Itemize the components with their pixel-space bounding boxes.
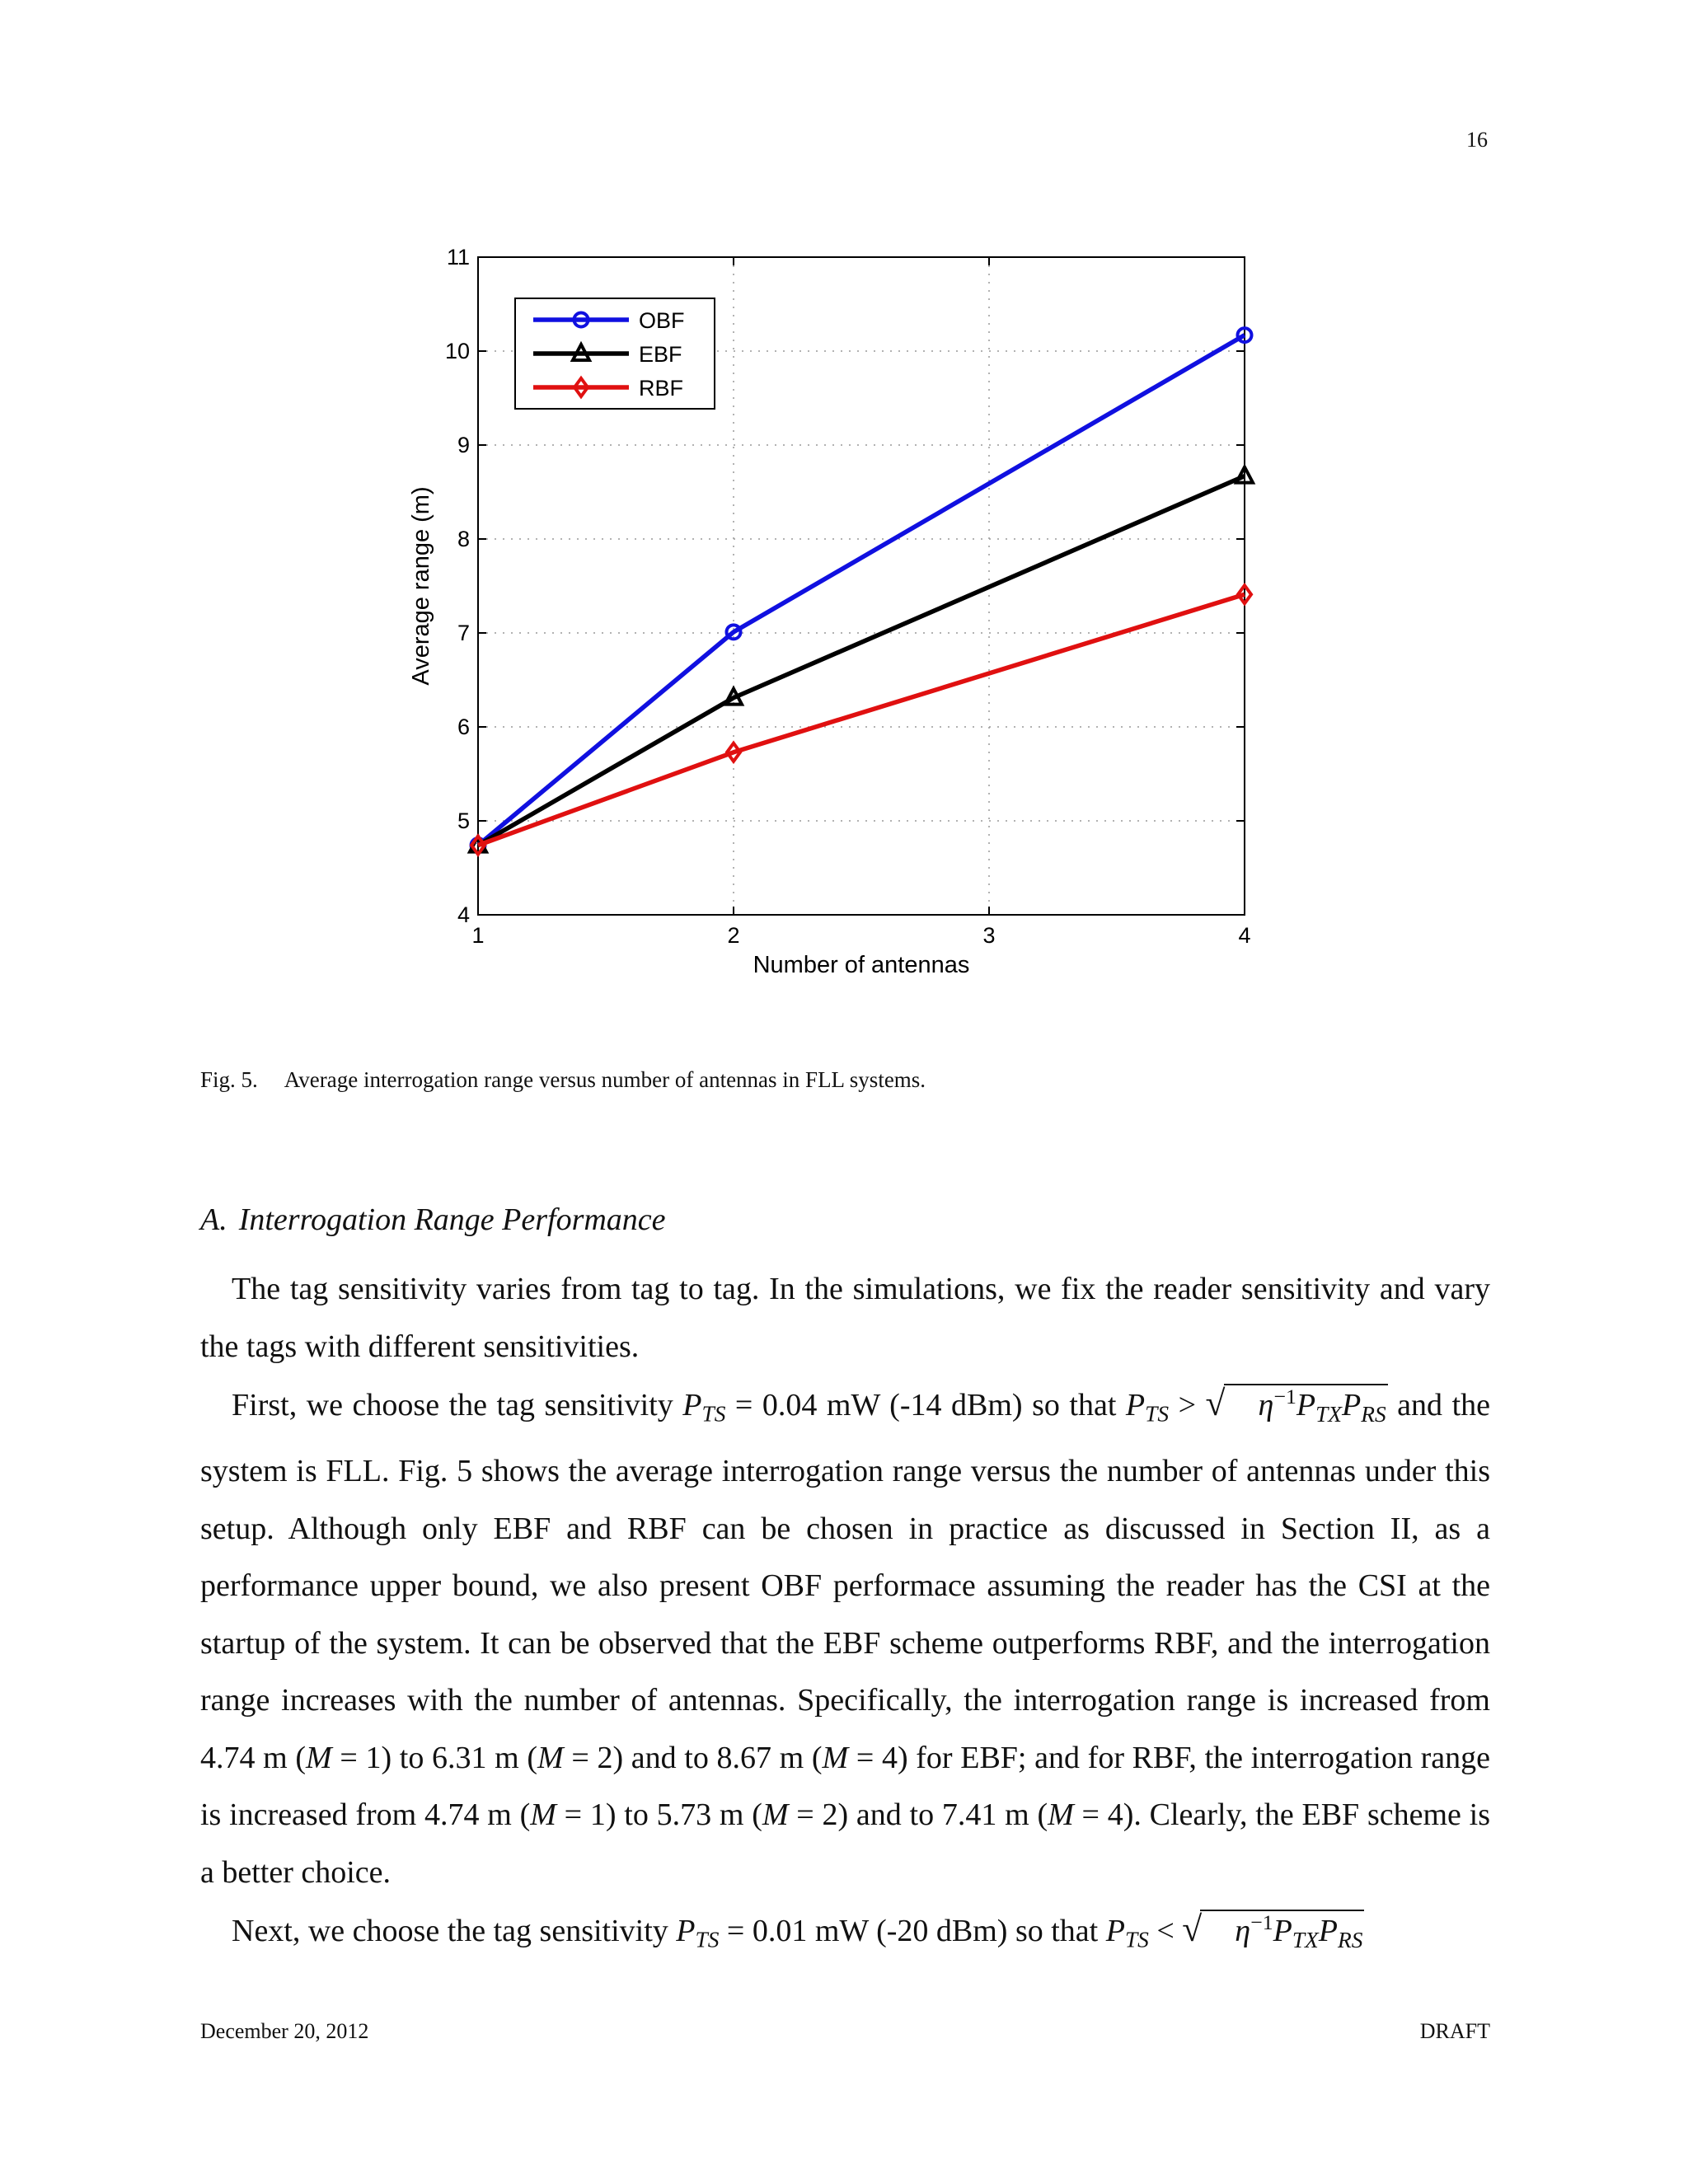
legend-label-rbf: RBF [639,376,683,401]
footer-date: December 20, 2012 [200,2019,369,2043]
x-tick-label: 3 [982,923,996,948]
figure-caption-text: Average interrogation range versus number of antennas in FLL systems. [284,1067,926,1092]
y-tick-label: 5 [457,808,470,833]
body-text [200,1261,1490,1969]
x-tick-label: 1 [471,923,485,948]
y-tick-label: 6 [457,715,470,739]
y-tick-label: 4 [457,902,470,927]
section-number: A. [200,1202,227,1237]
y-tick-label: 8 [457,527,470,551]
p-ts-symbol-2: $P_{TS}$ [676,1914,720,1952]
p-ts-condition: $P_{TS}$ > √ $\eta^{-1}P_{TX}P_{RS}$ [1125,1384,1386,1427]
y-tick-label: 10 [444,339,470,363]
section-title: Interrogation Range Performance [238,1202,666,1237]
series-line-ebf [478,476,1245,846]
p-ts-symbol: $P_{TS}$ [682,1388,726,1427]
section-heading [200,1202,666,1238]
x-tick-label: 2 [727,923,740,948]
footer-draft-label: DRAFT [1419,2019,1490,2043]
y-tick-label: 11 [446,245,470,269]
paragraph-3: Next, we choose the tag sensitivity $P_{TS} = 0.01$ mW (-20 dBm) so that $P_{TS}$ < √ $\eta^{-1}P_{TX}P_{RS}$ [232,1910,1363,1952]
y-axis-label: Average range (m) [408,486,434,686]
page-number: 16 [1466,128,1488,152]
legend-label-ebf: EBF [639,342,682,367]
paragraph-1: The tag sensitivity varies from tag to tag. In the simulations, we fix the reader sensitivity and vary the tags with different sensitivities. [200,1272,1490,1364]
paragraph-2: First, we choose the tag sensitivity $P_{TS} = 0.04$ mW (-14 dBm) so that $P_{TS}$ > √ $\eta^{-1}P_{TX}P_{RS}$ and the system is FLL. Fig. 5 shows the average interrogation range versus the number of antennas under this setup. Although only EBF and RBF can be chosen in practice as discussed in Section II, as a performance upper bound, we also present OBF performace assuming the reader has the CSI at the startup of the system. It can be observed that the EBF scheme outperforms RBF, and the interrogation range increases with the number of antennas. Specifically, the interrogation range is increased from 4.74 m (M = 1) to 6.31 m (M = 2) and to 8.67 m (M = 4) for EBF; and for RBF, the interrogation range is increased from 4.74 m (M = 1) to 5.73 m (M = 2) and to 7.41 m (M = 4). Clearly, the EBF scheme is a better choice. [200,1384,1491,1890]
y-tick-label: 7 [457,621,470,645]
line-chart [346,231,1302,997]
p-ts-condition-2: $P_{TS}$ < √ $\eta^{-1}P_{TX}P_{RS}$ [1105,1910,1363,1952]
y-tick-label: 9 [457,433,470,457]
series-line-obf [478,335,1245,846]
legend-label-obf: OBF [639,308,685,333]
x-tick-label: 4 [1238,923,1251,948]
figure-caption [200,1067,926,1093]
series-line-rbf [478,594,1245,845]
figure-label: Fig. 5. [200,1067,258,1092]
x-axis-label: Number of antennas [753,952,970,978]
